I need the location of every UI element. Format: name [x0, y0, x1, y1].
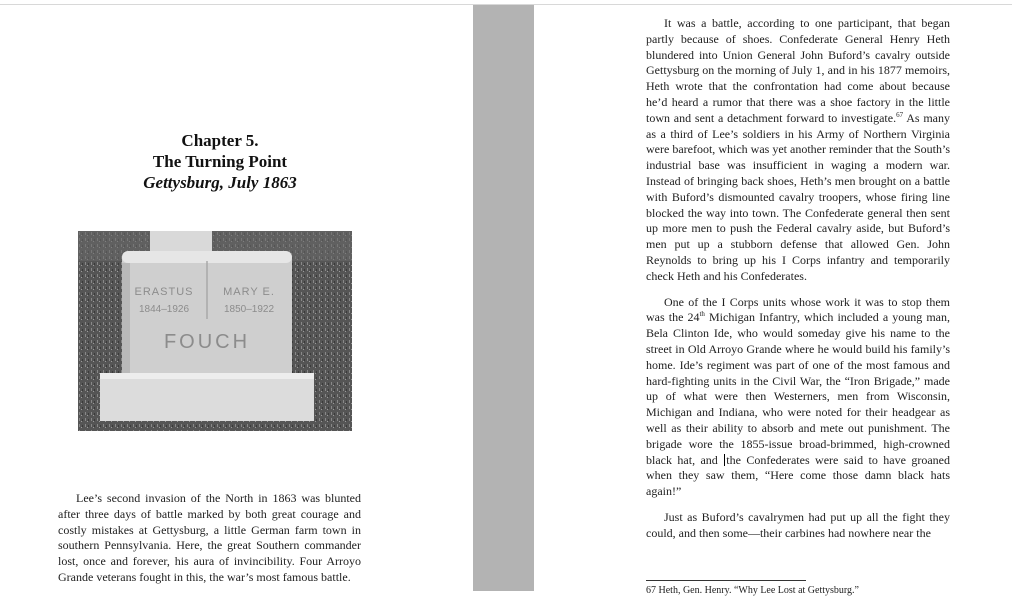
chapter-subtitle: Gettysburg, July 1863 [143, 173, 297, 192]
chapter-heading [120, 130, 320, 193]
chapter-number: Chapter 5. [181, 131, 259, 150]
chapter-title: The Turning Point [152, 152, 288, 171]
paragraph-2 [646, 295, 950, 500]
intro-paragraph: Lee’s second invasion of the North in 1863 was blunted after three days of battle marked by both great courage and costly mistakes at Gettysburg, a little German farm town in southern Pennsylvania. Here, the great Southern commander lost, once and forever, his aura of invincibility. Four Arroyo Grande veterans fought in this, the war’s most famous battle. [58, 491, 361, 584]
footnote-67: 67 Heth, Gen. Henry. “Why Lee Lost at Gettysburg.” [646, 585, 859, 596]
paragraph-2-text: One of the I Corps units whose work it was to stop them was the 24 [646, 294, 950, 325]
stone-surname: FOUCH [163, 331, 251, 353]
left-page-body [58, 491, 361, 586]
paragraph-2-text-cont: Michigan Infantry, which included a young man, Bela Clinton Ide, who would someday give his name to the street in Old Arroyo Grande where he would build his family’s home. Ide’s regiment was part of one of the most famous and hard-fighting units in the Civil War, the “Iron Brigade,” made up of what were then Westerners, men from Wisconsin, Michigan and Indiana, who were noted for their headgear as well as their ability to absorb and mete out punishment. The brigade wore the 1855-issue broad-brimmed, high-crowned black hat, and [646, 310, 950, 467]
paragraph-1-text-cont: As many as a third of Lee’s soldiers in his Army of Northern Virginia were barefoot, which was yet another reminder that the South’s industrial base was insufficient in waging a modern war. Instead of bringing back shoes, Heth’s men brought on a battle with Buford’s dismounted cavalry troopers, whose firing line blocked the way into town. The Confederate general then sent up more men to push the Federal cavalry aside, but Buford’s men put up a stubborn defense that allowed Gen. John Reynolds to bring up his I Corps infantry and temporarily check Heth and his Confederates. [646, 110, 950, 283]
stone-right-name: MARY E. [223, 286, 275, 298]
right-page-body [646, 16, 950, 542]
page-gutter [473, 5, 534, 591]
paragraph-3: Just as Buford’s cavalrymen had put up all the fight they could, and then some—their carbines had nowhere near the [646, 509, 950, 540]
footnote-divider [646, 580, 806, 581]
stone-left-name: ERASTUS [134, 286, 194, 298]
paragraph-1 [646, 16, 950, 285]
paragraph-1-text: It was a battle, according to one participant, that began partly because of shoes. Confederate General Henry Heth blundered into Union General John Buford’s cavalry outside Gettysburg on the morning of July 1, and in his 1877 memoirs, Heth wrote that the confrontation had come about because he’d heard a rumor that there was a shoe factory in the little town and sent a detachment forward to investigate. [646, 16, 950, 125]
footnote-ref-67[interactable]: 67 [896, 110, 904, 119]
ordinal-suffix: th [699, 310, 705, 319]
gravestone-photo [78, 231, 352, 431]
stone-left-dates: 1844–1926 [138, 304, 190, 315]
stone-right-dates: 1850–1922 [223, 304, 275, 315]
paragraph-2-text-end: the Confederates were said to have groaned when they saw them, “Here come those damn black hats again!” [646, 452, 950, 499]
gravestone-illustration [78, 231, 352, 431]
